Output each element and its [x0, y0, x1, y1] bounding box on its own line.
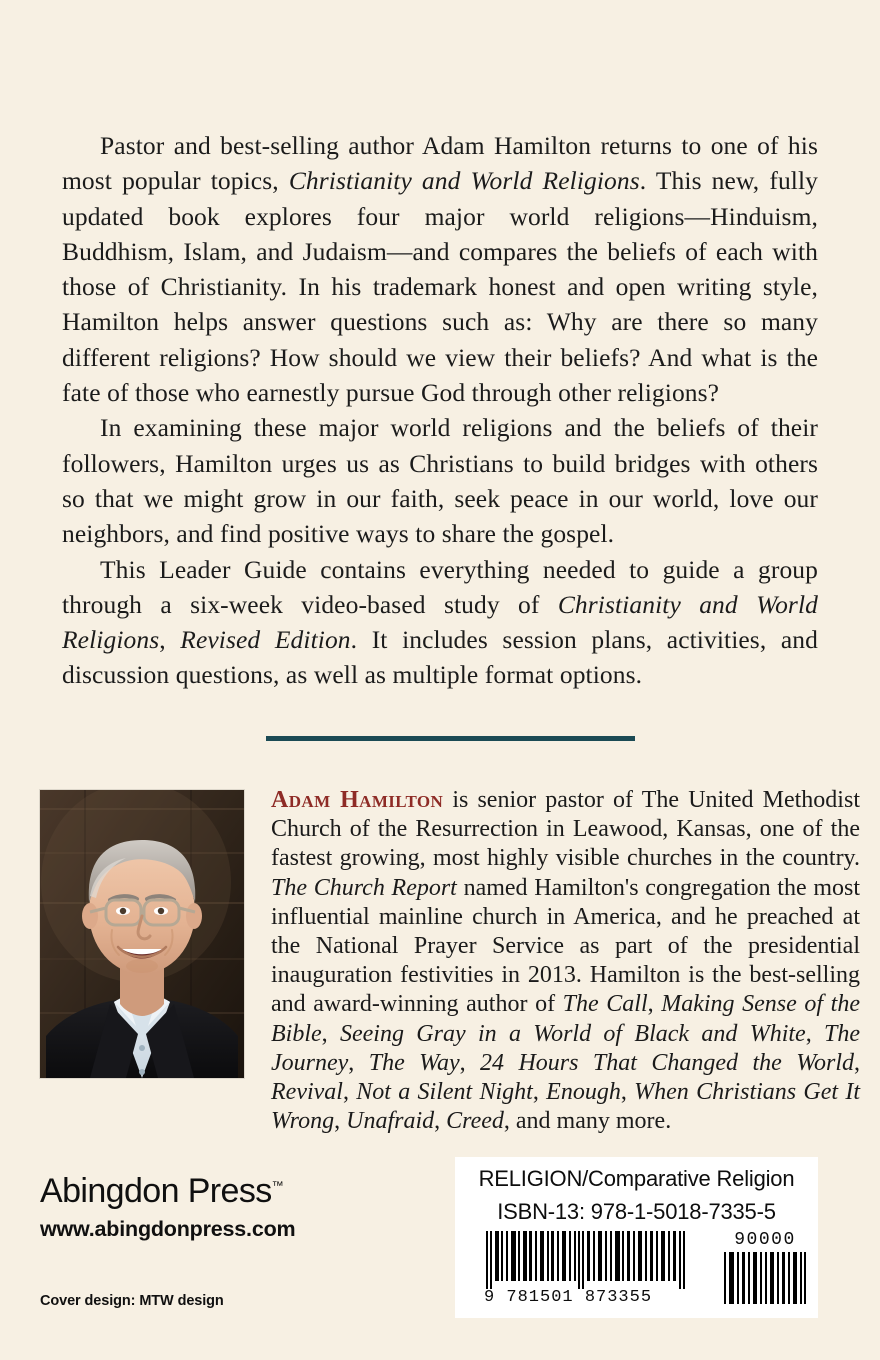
blurb-p3-part-b: ,	[159, 625, 181, 655]
bio-title-church-report: The Church Report	[271, 874, 457, 901]
bio-sep-c: ,	[647, 991, 662, 1018]
section-divider	[266, 736, 635, 741]
bio-part-a: is senior pastor of The United Methodist Church of the Resurrection in Leawood, Kansas, one of the fastest growing, most highly visible churches in the country.	[271, 787, 860, 872]
bio-sep-g: ,	[459, 1049, 481, 1076]
blurb-p3-title-1: Christianity and World Religions	[62, 589, 818, 655]
bio-part-n: , and many more.	[503, 1108, 672, 1135]
author-portrait-illustration	[40, 790, 244, 1078]
ean13-bars-icon	[484, 1231, 694, 1289]
barcode-digits: 9 781501 873355	[484, 1288, 653, 1307]
publisher-logo-text: Abingdon Press	[40, 1172, 272, 1210]
bio-title-the-journey: The Journey	[271, 1020, 861, 1076]
ean13-barcode	[484, 1231, 694, 1306]
bio-sep-l: ,	[334, 1108, 347, 1135]
author-name: Adam Hamilton	[271, 787, 444, 813]
ean5-addon	[722, 1231, 808, 1304]
divider-line	[266, 736, 635, 741]
publisher-url[interactable]: www.abingdonpress.com	[40, 1217, 296, 1241]
bio-title-seeing-gray: Seeing Gray in a World of Black and White	[340, 1020, 806, 1047]
publisher-logo	[40, 1174, 380, 1208]
blurb-p3-part-c: . It includes session plans, activities, and discussion questions, as well as multiple format options.	[62, 625, 819, 690]
blurb-text	[62, 128, 818, 693]
barcode-row	[455, 1229, 818, 1315]
ean5-bars-icon	[722, 1252, 808, 1304]
bio-sep-j: ,	[532, 1079, 547, 1106]
bio-title-creed: Creed	[446, 1108, 504, 1135]
bio-title-24-hours: 24 Hours That Changed the World	[480, 1049, 854, 1076]
bio-title-making-sense-of-the-bible: Making Sense of the Bible	[271, 991, 860, 1047]
bio-title-the-call: The Call	[562, 991, 648, 1018]
bio-title-unafraid: Unafraid	[346, 1108, 435, 1135]
blurb-paragraph-3	[62, 552, 818, 693]
bio-title-enough: Enough	[546, 1079, 621, 1106]
bio-sep-h: ,	[854, 1049, 860, 1076]
isbn-barcode-panel	[455, 1157, 818, 1318]
blurb-paragraph-1	[62, 128, 818, 410]
bio-title-revival: Revival	[271, 1079, 343, 1106]
author-photo	[40, 790, 244, 1078]
blurb-p3-title-2: Revised Edition	[180, 625, 351, 655]
bisac-category: RELIGION/Comparative Religion	[478, 1166, 795, 1191]
isbn-13-label: ISBN-13: 978-1-5018-7335-5	[497, 1199, 776, 1224]
bio-title-when-christians-get-it-wrong: When Christians Get It Wrong	[271, 1079, 861, 1135]
blurb-p1-part-b: . This new, fully updated book explores four major world religions—Hinduism, Buddhism, Islam, and Judaism—and compares the beliefs of each with those of Christianity. In his trademark honest and open writing style, Hamilton helps answer questions such as: Why are there so many different religions? How should we view their beliefs? And what is the fate of those who earnestly pursue God through other religions?	[62, 166, 819, 408]
bio-sep-d: ,	[321, 1020, 340, 1047]
trademark-symbol: ™	[271, 1178, 284, 1193]
blurb-paragraph-2: In examining these major world religions and the beliefs of their followers, Hamilton urges us as Christians to build bridges with others so that we might grow in our faith, seek peace in our world, love our neighbors, and find positive ways to share the gospel.	[62, 413, 818, 549]
bio-sep-f: ,	[348, 1049, 369, 1076]
bio-part-b: named Hamilton's congregation the most influential mainline church in America, and he preached at the National Prayer Service as part of the presidential inauguration festivities in 2013. Hamilton is the best-selling and award-winning author of	[271, 874, 860, 1018]
publisher-block	[40, 1174, 380, 1241]
cover-design-credit: Cover design: MTW design	[40, 1293, 224, 1309]
bio-sep-k: ,	[620, 1079, 635, 1106]
blurb-p1-title: Christianity and World Religions	[288, 166, 640, 196]
bio-sep-i: ,	[342, 1079, 357, 1106]
blurb-p3-part-a: This Leader Guide contains everything needed to guide a group through a six-week video-based study of	[62, 554, 818, 619]
author-bio	[271, 786, 860, 1136]
blurb-p1-part-a: Pastor and best-selling author Adam Hamilton returns to one of his most popular topics,	[62, 131, 818, 196]
bio-sep-m: ,	[434, 1108, 447, 1135]
bio-title-the-way: The Way	[368, 1049, 460, 1076]
bio-title-not-a-silent-night: Not a Silent Night	[356, 1079, 533, 1106]
author-bio-paragraph	[271, 786, 860, 1136]
addon-digits: 90000	[734, 1230, 796, 1250]
bio-sep-e: ,	[805, 1020, 825, 1047]
